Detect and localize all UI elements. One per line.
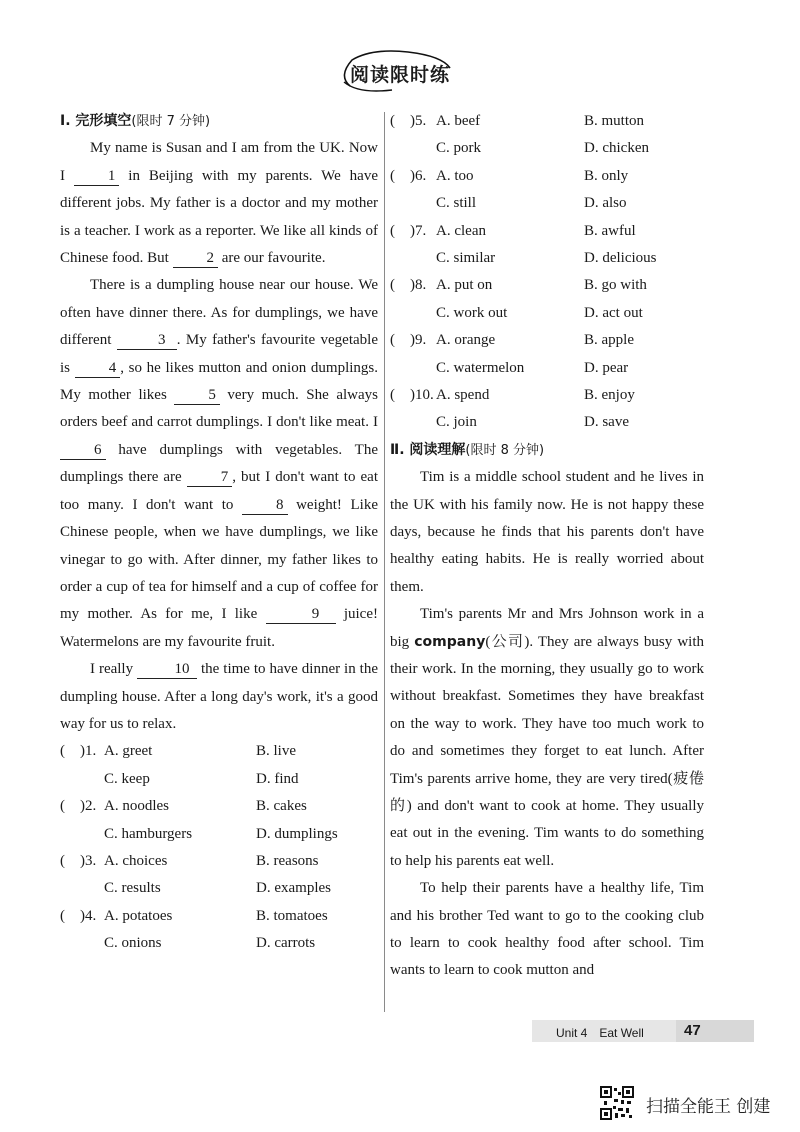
option-b: B. mutton bbox=[584, 113, 645, 129]
section1-title: Ⅰ. 完形填空 bbox=[60, 113, 132, 129]
option-c: C. keep bbox=[104, 770, 150, 787]
title-swoosh-icon bbox=[332, 46, 460, 98]
option-b: B. apple bbox=[584, 332, 634, 349]
option-b: B. awful bbox=[584, 222, 636, 239]
question-row bbox=[390, 272, 704, 299]
question-row bbox=[60, 821, 378, 848]
text-run: (公司). They are always busy with their work. In the morning, they usually go to work without breakfast. Sometimes they have breakfast on the way to work. They have too much work to do and sometimes they forget to eat lunch. After Tim's parents arrive home, they are very tired(疲倦的) and don't want to cook at home. They usually eat out in the evening. Tim wants to do something to help his parents eat well. bbox=[390, 633, 704, 869]
question-row bbox=[390, 382, 704, 409]
question-row bbox=[390, 108, 704, 135]
section2-heading bbox=[390, 437, 704, 464]
option-b: B. tomatoes bbox=[256, 907, 328, 924]
option-a: A. put on bbox=[436, 277, 493, 294]
column-divider bbox=[384, 112, 385, 1012]
cloze-questions-right bbox=[390, 108, 704, 437]
text-run: My name is Susan and I am from the UK. Now I bbox=[60, 140, 378, 184]
question-row bbox=[390, 245, 704, 272]
question-number: ( )7. bbox=[390, 222, 427, 239]
option-b: B. go with bbox=[584, 277, 647, 294]
text-run: , but I don't want to eat too many. I don't want to bbox=[60, 469, 378, 513]
question-row bbox=[390, 190, 704, 217]
paragraph bbox=[390, 601, 704, 875]
question-row bbox=[390, 218, 704, 245]
option-a: A. orange bbox=[436, 332, 496, 349]
text-run: very much. She always orders beef and carrot dumplings. I don't like meat. I bbox=[60, 387, 378, 431]
blank-1: 1 bbox=[74, 167, 120, 186]
watermark-text: 扫描全能王 创建 bbox=[646, 1097, 771, 1117]
keyword: company bbox=[414, 633, 486, 650]
page-title-text: 阅读限时练 bbox=[349, 64, 450, 86]
question-row bbox=[390, 135, 704, 162]
text-run: weight! Like Chinese people, when we have dumplings, we like vinegar to go with. After dinner, my father likes to order a cup of tea for himself and a cup of coffee for my mother. As for me, I like bbox=[60, 496, 378, 623]
option-a: A. choices bbox=[104, 852, 168, 869]
blank-10: 10 bbox=[137, 660, 197, 679]
option-a: A. noodles bbox=[104, 798, 169, 815]
right-column bbox=[390, 108, 704, 985]
option-d: D. examples bbox=[256, 880, 331, 897]
footer-unit: Unit 4 Eat Well bbox=[556, 1026, 644, 1040]
option-a: A. beef bbox=[436, 113, 481, 129]
paragraph bbox=[60, 656, 378, 738]
text-run: in Beijing with my parents. We have different jobs. My father is a doctor and my mother is a teacher. I work as a reporter. We like all kinds of Chinese food. But bbox=[60, 167, 378, 267]
cloze-passage bbox=[60, 135, 378, 738]
question-row bbox=[390, 355, 704, 382]
question-number: ( )8. bbox=[390, 277, 427, 294]
option-c: C. join bbox=[436, 414, 477, 431]
question-row bbox=[390, 300, 704, 327]
section1-time-note: (限时 7 分钟) bbox=[131, 114, 211, 129]
question-row bbox=[60, 738, 378, 765]
text-run: juice! Watermelons are my favourite fruit. bbox=[60, 606, 378, 650]
option-c: C. pork bbox=[436, 140, 481, 157]
text-run: Tim is a middle school student and he lives in the UK with his family now. He is not happy these days, because he finds that his parents don't have healthy eating habits. He is really worried about them. bbox=[390, 469, 704, 595]
question-number: ( )4. bbox=[60, 907, 97, 924]
title-area bbox=[0, 56, 800, 91]
question-number: ( )10. bbox=[390, 386, 434, 403]
option-a: A. potatoes bbox=[104, 907, 173, 924]
page-footer bbox=[532, 1020, 754, 1042]
option-d: D. carrots bbox=[256, 935, 316, 952]
option-d: D. find bbox=[256, 770, 299, 787]
question-number: ( )5. bbox=[390, 113, 427, 129]
question-number: ( )3. bbox=[60, 852, 97, 869]
question-row bbox=[390, 163, 704, 190]
text-run: the time to have dinner in the dumpling house. After a long day's work, it's a good way for us to relax. bbox=[60, 661, 378, 732]
section2-title: Ⅱ. 阅读理解 bbox=[390, 441, 466, 458]
text-run: To help their parents have a healthy life, Tim and his brother Ted want to go to the cooking club to learn to cook healthy food after school. Tim wants to learn to cook mutton and bbox=[390, 880, 704, 979]
option-d: D. act out bbox=[584, 304, 643, 321]
paragraph bbox=[60, 272, 378, 656]
blank-6: 6 bbox=[60, 441, 106, 460]
option-c: C. work out bbox=[436, 304, 508, 321]
option-c: C. still bbox=[436, 195, 477, 212]
option-a: A. spend bbox=[436, 386, 490, 403]
text-run: have dumplings with vegetables. The dumplings there are bbox=[60, 441, 378, 486]
question-row bbox=[60, 903, 378, 930]
option-c: C. onions bbox=[104, 935, 162, 952]
blank-4: 4 bbox=[75, 359, 121, 378]
option-b: B. only bbox=[584, 167, 629, 184]
option-d: D. delicious bbox=[584, 249, 657, 266]
blank-2: 2 bbox=[173, 249, 219, 268]
option-d: D. dumplings bbox=[256, 825, 338, 842]
text-run: are our favourite. bbox=[218, 250, 326, 267]
paragraph bbox=[60, 135, 378, 272]
question-row bbox=[60, 875, 378, 902]
option-d: D. also bbox=[584, 195, 627, 212]
left-column bbox=[60, 108, 378, 957]
option-b: B. reasons bbox=[256, 852, 319, 869]
option-c: C. hamburgers bbox=[104, 825, 193, 842]
cloze-questions-left bbox=[60, 738, 378, 957]
blank-3: 3 bbox=[117, 331, 177, 350]
text-run: Tim's parents Mr and Mrs Johnson work in a big bbox=[390, 606, 704, 650]
question-number: ( )1. bbox=[60, 743, 97, 760]
blank-9: 9 bbox=[266, 605, 336, 624]
question-row bbox=[60, 793, 378, 820]
option-c: C. similar bbox=[436, 249, 496, 266]
section2-time-note: (限时 8 分钟) bbox=[465, 442, 545, 458]
blank-7: 7 bbox=[187, 468, 233, 487]
option-b: B. live bbox=[256, 743, 296, 760]
option-d: D. pear bbox=[584, 359, 629, 376]
question-number: ( )2. bbox=[60, 798, 97, 815]
page-number: 47 bbox=[676, 1020, 754, 1042]
text-run: , so he likes mutton and onion dumplings. My mother likes bbox=[60, 359, 378, 404]
option-b: B. cakes bbox=[256, 798, 307, 815]
question-number: ( )9. bbox=[390, 332, 427, 349]
text-run: I really bbox=[90, 661, 138, 678]
paragraph bbox=[390, 464, 704, 601]
question-number: ( )6. bbox=[390, 167, 427, 184]
qr-code-icon bbox=[600, 1086, 634, 1120]
page-title bbox=[340, 56, 460, 91]
text-run: . My father's favourite vegetable is bbox=[60, 332, 378, 376]
reading-passage bbox=[390, 464, 704, 985]
section1-heading bbox=[60, 108, 378, 135]
option-a: A. clean bbox=[436, 222, 486, 239]
option-c: C. watermelon bbox=[436, 359, 525, 376]
question-row bbox=[390, 409, 704, 436]
paragraph bbox=[390, 875, 704, 985]
option-a: A. greet bbox=[104, 743, 153, 760]
blank-8: 8 bbox=[242, 496, 288, 515]
option-d: D. save bbox=[584, 414, 629, 431]
option-a: A. too bbox=[436, 167, 474, 184]
text-run: There is a dumpling house near our house. We often have dinner there. As for dumplings, we have different bbox=[60, 277, 378, 349]
question-row bbox=[60, 848, 378, 875]
option-c: C. results bbox=[104, 880, 161, 897]
option-d: D. chicken bbox=[584, 140, 649, 157]
option-b: B. enjoy bbox=[584, 386, 635, 403]
question-row bbox=[60, 930, 378, 957]
question-row bbox=[390, 327, 704, 354]
blank-5: 5 bbox=[174, 386, 220, 405]
question-row bbox=[60, 766, 378, 793]
